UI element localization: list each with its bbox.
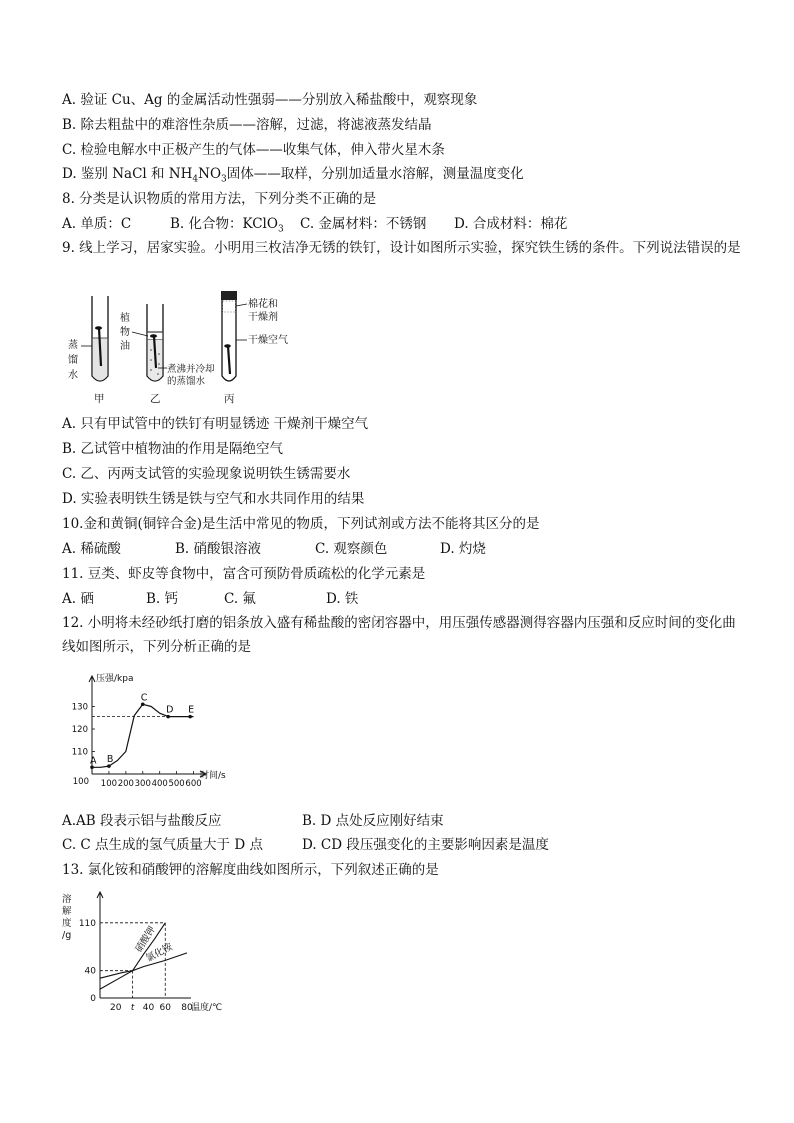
q8-b-text: B. 化合物：KClO [170, 216, 278, 232]
tube-jia [92, 296, 108, 381]
q7-d-text-2: NO [198, 166, 222, 182]
q11-option-a: A. 硒 [62, 591, 94, 607]
q12-option-c: C. C 点生成的氢气质量大于 D 点 [62, 837, 263, 853]
x-tick-label: 100 [100, 779, 118, 789]
q7-d-text-3: 固体——取样，分别加适量水溶解，测量温度变化 [226, 166, 524, 182]
tube-bing [221, 291, 237, 381]
y-tick-label: 0 [90, 994, 96, 1004]
q12-option-b: B. D 点处反应刚好结束 [302, 813, 444, 829]
q10-option-c: C. 观察颜色 [315, 541, 388, 557]
q11-option-d: D. 铁 [326, 591, 359, 607]
q11-options [62, 590, 358, 608]
q12-options-row2 [62, 836, 549, 854]
y-tick-label: 110 [78, 918, 96, 929]
label-distilled-water [68, 338, 78, 381]
label-cotton-desiccant-2: 干燥剂 [248, 312, 278, 323]
label-vegetable-oil [120, 311, 130, 352]
point-label-c: C [140, 692, 148, 704]
label-vegetable-oil-2: 物 [120, 327, 130, 338]
x-tick-label: 500 [168, 779, 185, 789]
tube-name-jia: 甲 [94, 393, 105, 405]
q9-option-b: B. 乙试管中植物油的作用是隔绝空气 [62, 441, 284, 457]
label-boiled-water-2: 的蒸馏水 [167, 376, 206, 387]
tube-yi [147, 304, 163, 381]
series-label-1: 氯化铵 [144, 941, 175, 965]
q10-option-d: D. 灼烧 [440, 541, 486, 557]
q12-option-a: A.AB 段表示铝与盐酸反应 [62, 813, 222, 829]
y-tick-label: 130 [71, 702, 88, 713]
series-curve-1 [100, 953, 187, 978]
point-label-e: E [188, 704, 195, 716]
label-distilled-water-2: 馏 [68, 355, 78, 366]
x-tick-label: 400 [151, 779, 168, 789]
y-axis-label-unit: /g [62, 930, 72, 941]
point-label-a: A [90, 755, 97, 767]
y-axis-label-char: 溶 [62, 894, 72, 905]
q8-b-sub: 3 [277, 224, 284, 235]
q7-d-sub-2: 3 [221, 174, 227, 185]
solubility-chart [62, 888, 232, 1018]
x-axis-label: 温度/℃ [191, 1003, 223, 1013]
label-vegetable-oil-1: 植 [120, 313, 130, 324]
tube-name-bing: 丙 [224, 393, 235, 405]
q7-option-b: B. 除去粗盐中的难溶性杂质——溶解，过滤，将滤液蒸发结晶 [62, 117, 432, 133]
label-cotton-desiccant [248, 297, 278, 323]
x-tick-label: 60 [159, 1003, 171, 1013]
label-boiled-water [167, 363, 215, 387]
q7-option-d [62, 165, 524, 189]
x-tick-label: 600 [185, 779, 202, 789]
x-tick-label: 20 [110, 1003, 122, 1013]
q10-option-a: A. 稀硫酸 [62, 541, 121, 557]
x-tick-label: 300 [134, 779, 151, 789]
y-axis-label-char: 解 [62, 906, 72, 917]
q10-options [62, 540, 486, 558]
label-cotton-desiccant-1: 棉花和 [248, 299, 278, 310]
q11-option-c: C. 氟 [224, 591, 256, 607]
q8-stem: 8. 分类是认识物质的常用方法，下列分类不正确的是 [62, 191, 377, 207]
series-label-0: 硝酸钾 [133, 924, 158, 955]
x-axis-label: 时间/s [200, 771, 226, 781]
q12-options-row1 [62, 812, 444, 830]
q13-stem: 13. 氯化铵和硝酸钾的溶解度曲线如图所示，下列叙述正确的是 [62, 862, 439, 878]
q7-d-text-1: D. 鉴别 NaCl 和 NH [62, 166, 193, 182]
q8-option-a: A. 单质：C [62, 216, 132, 232]
q9-stem: 9. 线上学习，居家实验。小明用三枚洁净无锈的铁钉，设计如图所示实验，探究铁生锈的条件。下列说法错误的是 [62, 240, 741, 256]
q9-option-c: C. 乙、丙两支试管的实验现象说明铁生锈需要水 [62, 466, 351, 482]
label-distilled-water-1: 蒸 [68, 340, 78, 351]
point-label-b: B [106, 754, 114, 766]
y-tick-label: 100 [72, 777, 89, 787]
tube-name-yi: 乙 [150, 393, 161, 405]
x-tick-label: 200 [117, 779, 134, 789]
q7-d-sub-1: 4 [192, 174, 199, 185]
y-tick-label: 40 [84, 966, 96, 977]
y-axis-label-char: 度 [62, 918, 72, 929]
q12-option-d: D. CD 段压强变化的主要影响因素是温度 [302, 837, 549, 853]
q7-option-c: C. 检验电解水中正极产生的气体——收集气体，伸入带火星木条 [62, 142, 445, 158]
q10-option-b: B. 硝酸银溶液 [175, 541, 262, 557]
y-tick-label: 110 [71, 747, 88, 758]
q8-option-d: D. 合成材料：棉花 [454, 216, 568, 232]
label-dry-air: 干燥空气 [248, 335, 288, 346]
label-vegetable-oil-3: 油 [120, 341, 130, 352]
x-tick-label: t [130, 1003, 135, 1013]
q10-stem: 10.金和黄铜(铜锌合金)是生活中常见的物质，下列试剂或方法不能将其区分的是 [62, 516, 540, 532]
q7-option-a: A. 验证 Cu、Ag 的金属活动性强弱——分别放入稀盐酸中，观察现象 [62, 92, 478, 108]
point-label-d: D [166, 704, 174, 716]
x-tick-label: 80 [181, 1003, 193, 1013]
q9-option-a: A. 只有甲试管中的铁钉有明显锈迹 干燥剂干燥空气 [62, 416, 369, 432]
q9-option-d: D. 实验表明铁生锈是铁与空气和水共同作用的结果 [62, 491, 365, 507]
q12-stem: 12. 小明将未经砂纸打磨的铝条放入盛有稀盐酸的密闭容器中，用压强传感器测得容器内压强和反应时间的变化曲线如图所示，下列分析正确的是 [62, 615, 736, 655]
x-tick-label: 40 [142, 1003, 155, 1013]
y-axis-label: 压强/kpa [96, 674, 134, 684]
pressure-time-chart [62, 670, 226, 800]
label-boiled-water-1: 煮沸并冷却 [167, 364, 215, 375]
label-distilled-water-3: 水 [68, 370, 78, 381]
y-tick-label: 120 [71, 725, 88, 735]
q11-stem: 11. 豆类、虾皮等食物中，富含可预防骨质疏松的化学元素是 [62, 566, 426, 582]
rust-experiment-figure [62, 288, 322, 406]
q8-option-c: C. 金属材料：不锈钢 [300, 216, 427, 232]
q11-option-b: B. 钙 [146, 591, 179, 607]
